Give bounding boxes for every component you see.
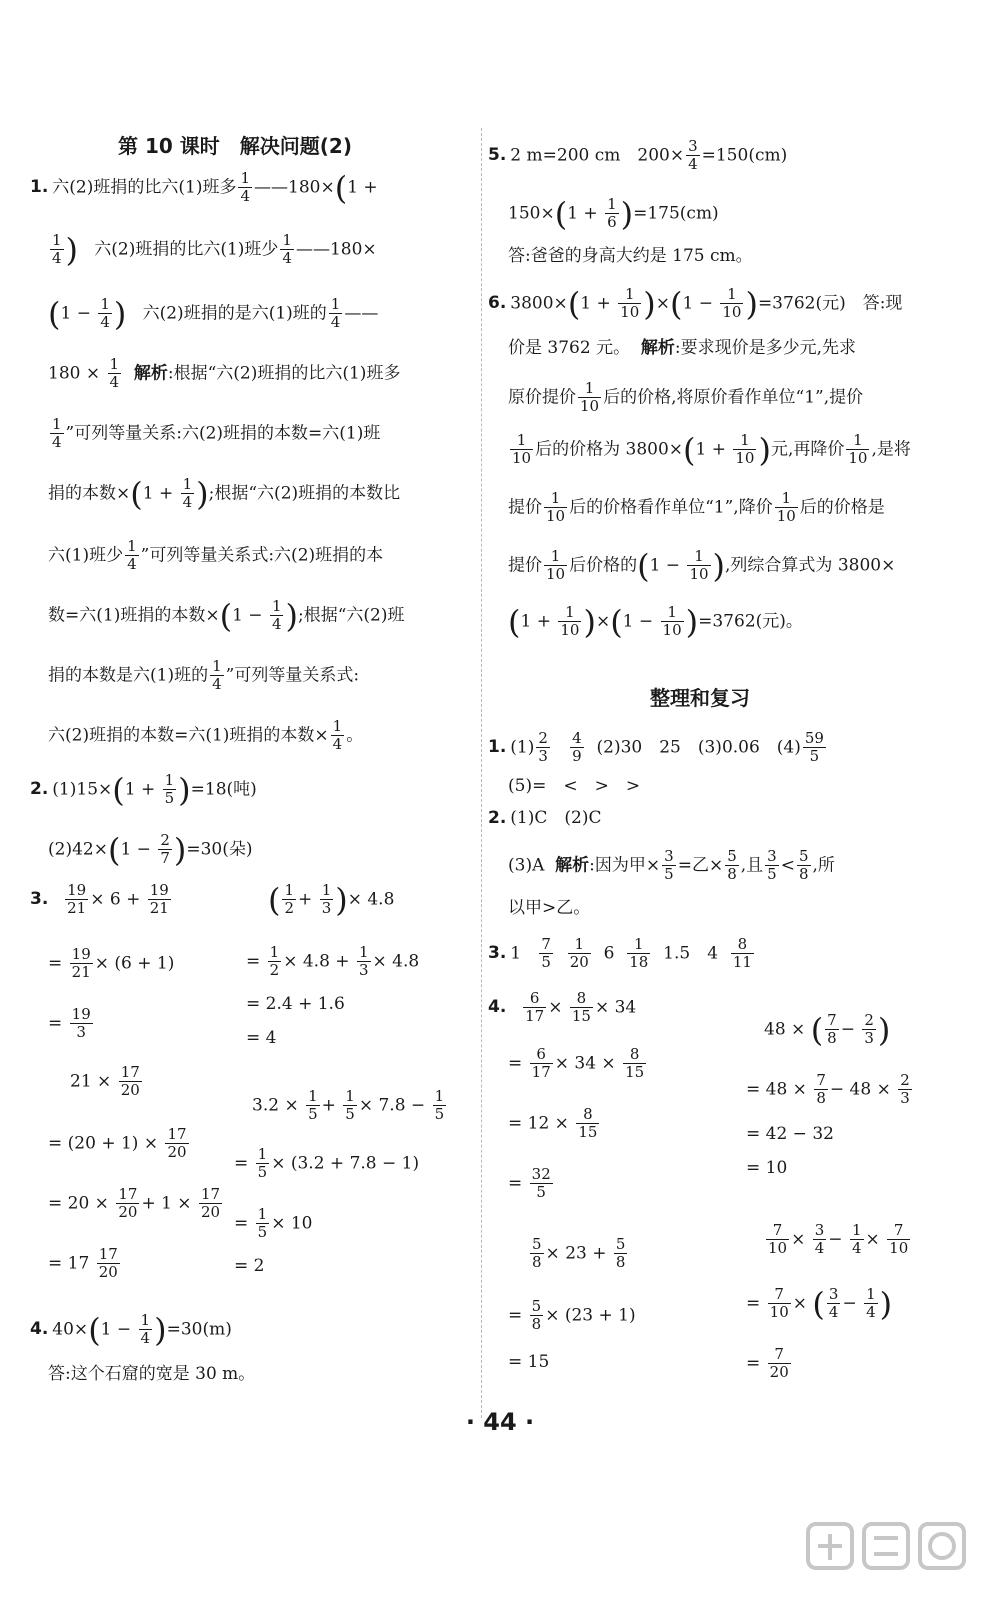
page-number: · 44 ·	[465, 1408, 535, 1436]
p6-line3: 原价提价 $\frac{1}{10}$ 后的价格,将原价看作单位“1”,提价	[508, 379, 864, 416]
p6-line5: 提价 $\frac{1}{10}$ 后的价格看作单位“1”,降价 $\frac{1}{10}$ 后的价格是	[508, 489, 885, 526]
r3-line1: 3. 1 $\frac{7}{5}$ $\frac{1}{20}$ 6 $\frac{1}{18}$ 1.5 4 $\frac{8}{11}$	[488, 935, 752, 972]
r4-c-line2: = $\frac{5}{8}$ × (23 + 1)	[508, 1297, 636, 1334]
r2-line1: 2. (1)C (2)C	[488, 808, 602, 828]
r2-line3: 以甲>乙。	[508, 898, 591, 918]
r1-line1: 1. (1) $\frac{2}{3}$ $\frac{4}{9}$ (2)30 25 (3)0.06 (4) $\frac{59}{5}$	[488, 729, 824, 766]
p3-b-line1: ( $\frac{1}{2}$ + $\frac{1}{3}$ )× 4.8	[268, 880, 395, 919]
p4-answer: 答:这个石窟的宽是 30 m。	[48, 1364, 256, 1384]
p3-d-line2: = $\frac{1}{5}$ × (3.2 + 7.8 − 1)	[234, 1145, 420, 1182]
p1-line9: 捐的本数是六(1)班的 $\frac{1}{4}$ ”可列等量关系式:	[48, 657, 360, 694]
p3-c-line2: = (20 + 1) × $\frac{17}{20}$	[48, 1125, 187, 1162]
p3-a-line1: 3. $\frac{19}{21}$ × 6 + $\frac{19}{21}$	[30, 881, 169, 918]
r4-b-line1: 48 × ( $\frac{7}{8}$ − $\frac{2}{3}$ )	[764, 1010, 891, 1049]
p5-line2: 150×(1 + $\frac{1}{6}$ )=175(cm)	[508, 194, 719, 233]
r4-a-line1: 4. $\frac{6}{17}$ × $\frac{8}{15}$ × 34	[488, 989, 637, 1026]
r4-c-line3: = 15	[508, 1352, 550, 1372]
r2-line2: (3)A 解析:因为甲× $\frac{3}{5}$ =乙× $\frac{5}{8}$ ,且 $\frac{3}{5}$ < $\frac{5}{8}$ ,所	[508, 847, 835, 884]
column-divider	[481, 128, 482, 1418]
r4-a-line4: = $\frac{32}{5}$	[508, 1165, 551, 1202]
r4-a-line2: = $\frac{6}{17}$ × 34 × $\frac{8}{15}$	[508, 1045, 645, 1082]
r4-d-line1: $\frac{7}{10}$ × $\frac{3}{4}$ − $\frac{1}{4}$ × $\frac{7}{10}$	[768, 1221, 909, 1258]
watermark-logo-icon	[804, 1516, 974, 1586]
r4-a-line3: = 12 × $\frac{8}{15}$	[508, 1105, 598, 1142]
r4-b-line3: = 42 − 32	[746, 1124, 834, 1144]
r4-d-line3: = $\frac{7}{20}$	[746, 1345, 789, 1382]
p5-line1: 5. 2 m=200 cm 200× $\frac{3}{4}$ =150(cm)	[488, 137, 788, 174]
p1-line4: 180 × $\frac{1}{4}$ 解析:根据“六(2)班捐的比六(1)班多	[48, 355, 401, 392]
p3-c-line1: 21 × $\frac{17}{20}$	[70, 1063, 140, 1100]
p2-line2: (2)42×(1 − $\frac{2}{7}$ )=30(朵)	[48, 830, 253, 869]
p1-line8: 数=六(1)班捐的本数×(1 − $\frac{1}{4}$ );根据“六(2)班	[48, 596, 405, 635]
p3-d-line1: 3.2 × $\frac{1}{5}$ + $\frac{1}{5}$ × 7.8 − $\frac{1}{5}$	[252, 1087, 445, 1124]
p3-d-line3: = $\frac{1}{5}$ × 10	[234, 1205, 313, 1242]
p3-c-line4: = 17 $\frac{17}{20}$	[48, 1245, 118, 1282]
p1-line2: $\frac{1}{4}$ ) 六(2)班捐的比六(1)班少 $\frac{1}{4}$ ——180×	[52, 230, 377, 269]
p3-b-line4: = 4	[246, 1028, 277, 1048]
p3-a-line2: = $\frac{19}{21}$ × (6 + 1)	[48, 945, 175, 982]
p1-line1: 1. 六(2)班捐的比六(1)班多 $\frac{1}{4}$ ——180×(1 +	[30, 168, 378, 207]
p6-line6: 提价 $\frac{1}{10}$ 后价格的(1 − $\frac{1}{10}$ ),列综合算式为 3800×	[508, 546, 896, 585]
p1-line7: 六(1)班少 $\frac{1}{4}$ ”可列等量关系式:六(2)班捐的本	[48, 537, 384, 574]
p6-line2: 价是 3762 元。 解析:要求现价是多少元,先求	[508, 338, 857, 358]
p3-c-line3: = 20 × $\frac{17}{20}$ + 1 × $\frac{17}{20}$	[48, 1185, 221, 1222]
r4-b-line2: = 48 × $\frac{7}{8}$ − 48 × $\frac{2}{3}$	[746, 1071, 910, 1108]
p5-answer: 答:爸爸的身高大约是 175 cm。	[508, 246, 753, 266]
r4-d-line2: = $\frac{7}{10}$ × ( $\frac{3}{4}$ − $\frac{1}{4}$ )	[746, 1284, 893, 1323]
p1-line3: (1 − $\frac{1}{4}$ ) 六(2)班捐的是六(1)班的 $\frac{1}{4}$ ——	[48, 294, 379, 333]
p1-line5: $\frac{1}{4}$ ”可列等量关系:六(2)班捐的本数=六(1)班	[52, 415, 381, 452]
p1-line10: 六(2)班捐的本数=六(1)班捐的本数× $\frac{1}{4}$ 。	[48, 717, 364, 754]
lesson-heading: 第 10 课时 解决问题(2)	[118, 134, 352, 158]
p3-b-line2: = $\frac{1}{2}$ × 4.8 + $\frac{1}{3}$ × 4.8	[246, 943, 420, 980]
p3-b-line3: = 2.4 + 1.6	[246, 994, 345, 1014]
r4-c-line1: $\frac{5}{8}$ × 23 + $\frac{5}{8}$	[532, 1235, 626, 1272]
p2-line1: 2. (1)15×(1 + $\frac{1}{5}$ )=18(吨)	[30, 770, 257, 809]
p4-line1: 4. 40×(1 − $\frac{1}{4}$ )=30(m)	[30, 1310, 232, 1349]
p6-line1: 6. 3800×(1 + $\frac{1}{10}$ )×(1 − $\frac{1}{10}$ )=3762(元) 答:现	[488, 284, 903, 323]
p1-line6: 捐的本数×(1 + $\frac{1}{4}$ );根据“六(2)班捐的本数比	[48, 474, 401, 513]
p3-d-line4: = 2	[234, 1256, 265, 1276]
p6-line7: (1 + $\frac{1}{10}$ )×(1 − $\frac{1}{10}$ )=3762(元)。	[508, 602, 803, 641]
p3-a-line3: = $\frac{19}{3}$	[48, 1005, 91, 1042]
p6-line4: $\frac{1}{10}$ 后的价格为 3800×(1 + $\frac{1}{10}$ )元,再降价 $\frac{1}{10}$ ,是将	[512, 430, 911, 469]
r4-b-line4: = 10	[746, 1158, 788, 1178]
r1-line2: (5)= < > >	[508, 776, 641, 796]
review-heading: 整理和复习	[650, 686, 750, 710]
